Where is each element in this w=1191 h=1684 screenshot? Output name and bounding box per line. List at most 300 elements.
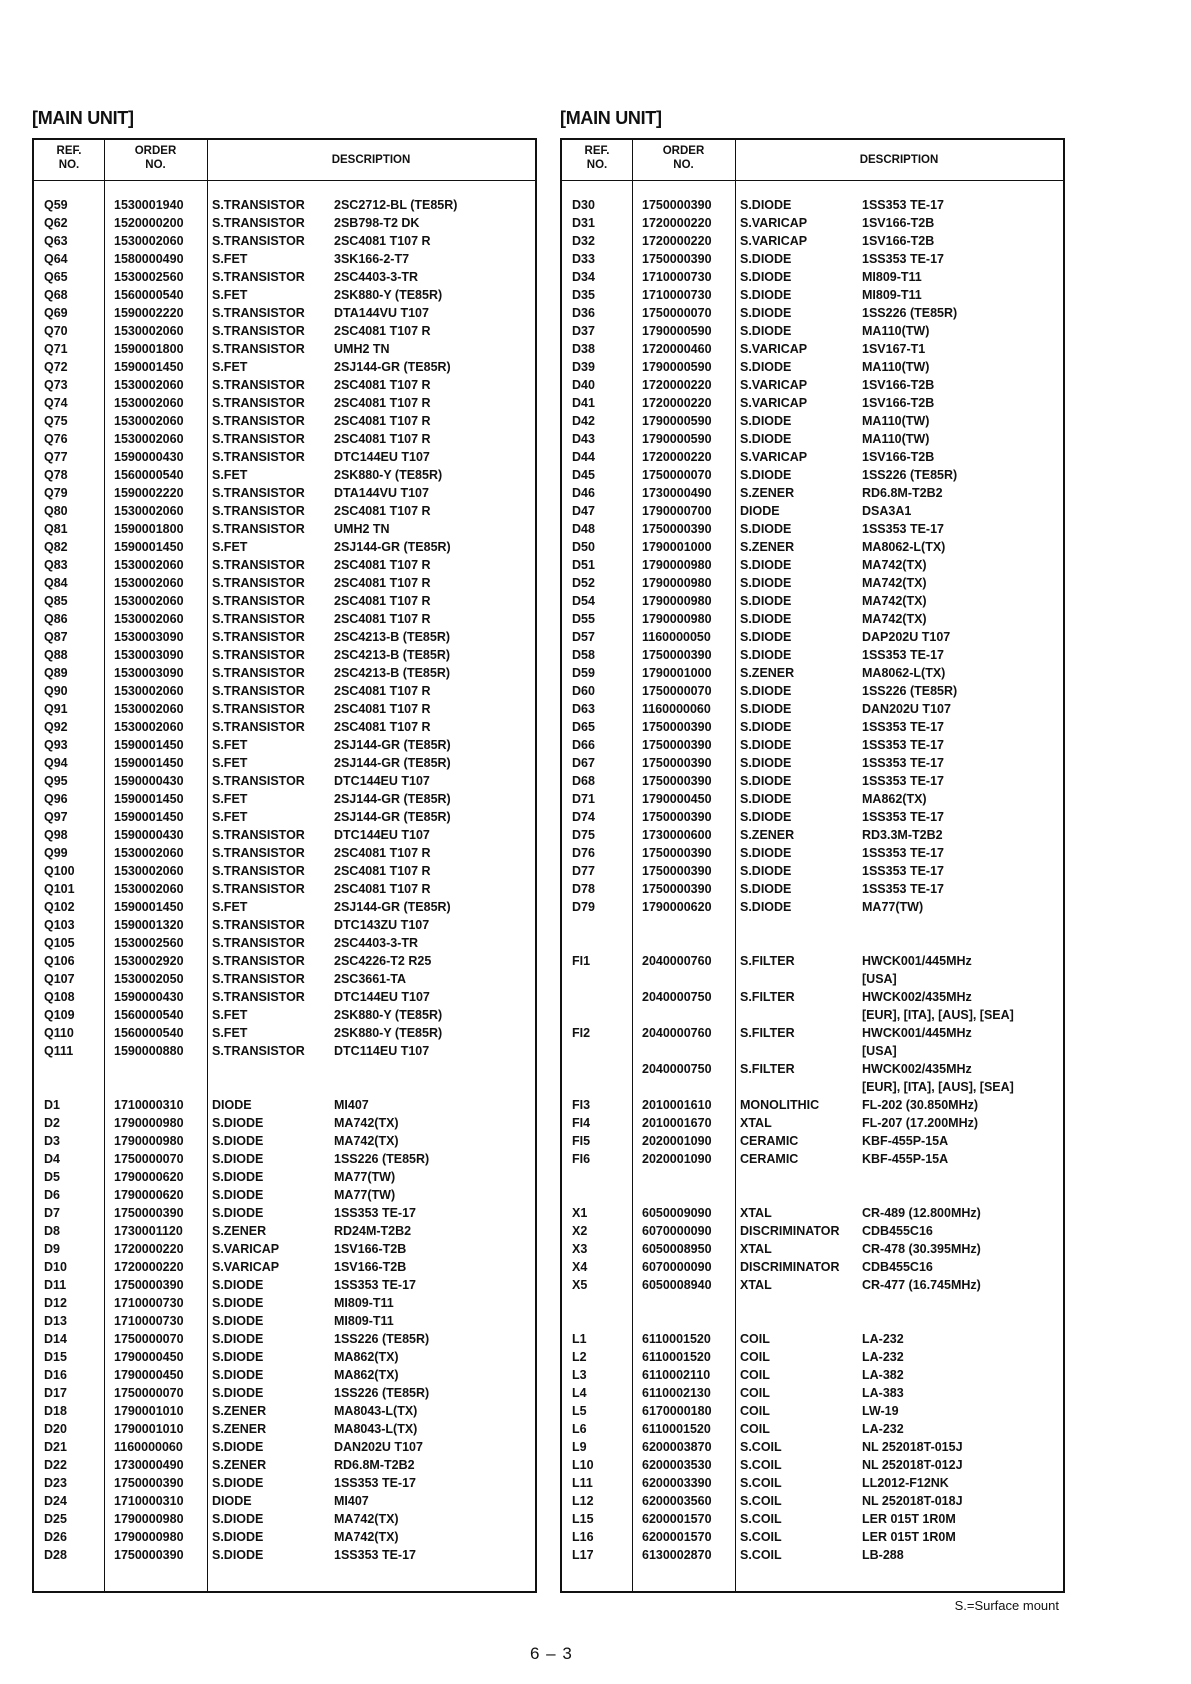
part-name: NL 252018T-015J <box>862 1440 963 1454</box>
part-name: 2SC4081 T107 R <box>334 720 431 734</box>
header-order: ORDER NO. <box>662 145 705 171</box>
table-row <box>34 412 535 430</box>
table-row <box>34 754 535 772</box>
part-type: DISCRIMINATOR <box>740 1260 840 1274</box>
part-type: S.TRANSISTOR <box>212 864 305 878</box>
order-no: 1590001450 <box>114 540 184 554</box>
table-row <box>34 538 535 556</box>
part-name: 1SS353 TE-17 <box>862 864 944 878</box>
part-name: FL-202 (30.850MHz) <box>862 1098 979 1112</box>
part-type: COIL <box>740 1386 770 1400</box>
order-no: 1530002060 <box>114 414 184 428</box>
ref-no: D36 <box>572 306 595 320</box>
table-row <box>34 502 535 520</box>
part-type: S.DIODE <box>740 684 792 698</box>
part-name: 2SC4081 T107 R <box>334 378 431 392</box>
ref-no: D31 <box>572 216 595 230</box>
part-name: [EUR], [ITA], [AUS], [SEA] <box>862 1080 1014 1094</box>
order-no: 1730000490 <box>642 486 712 500</box>
part-name: UMH2 TN <box>334 342 390 356</box>
part-name: 2SJ144-GR (TE85R) <box>334 738 451 752</box>
part-name: 1SS353 TE-17 <box>862 756 944 770</box>
part-type: S.TRANSISTOR <box>212 846 305 860</box>
ref-no: L4 <box>572 1386 587 1400</box>
ref-no: D22 <box>44 1458 67 1472</box>
ref-no: Q89 <box>44 666 68 680</box>
part-type: S.TRANSISTOR <box>212 270 305 284</box>
order-no: 1790000450 <box>114 1350 184 1364</box>
part-type: S.DIODE <box>740 756 792 770</box>
part-name: 2SK880-Y (TE85R) <box>334 1008 443 1022</box>
order-no: 1720000460 <box>642 342 712 356</box>
ref-no: Q72 <box>44 360 68 374</box>
order-no: 1530002060 <box>114 684 184 698</box>
table-row <box>34 808 535 826</box>
table-row <box>34 988 535 1006</box>
table-row <box>34 736 535 754</box>
table-row <box>34 214 535 232</box>
table-row <box>34 1456 535 1474</box>
order-no: 2040000750 <box>642 1062 712 1076</box>
part-type: S.TRANSISTOR <box>212 198 305 212</box>
order-no: 6130002870 <box>642 1548 712 1562</box>
ref-no: Q88 <box>44 648 68 662</box>
part-name: 1SV166-T2B <box>334 1260 407 1274</box>
table-row <box>562 664 1063 682</box>
part-type: S.TRANSISTOR <box>212 666 305 680</box>
part-name: 2SJ144-GR (TE85R) <box>334 792 451 806</box>
ref-no: Q65 <box>44 270 68 284</box>
part-type: S.TRANSISTOR <box>212 648 305 662</box>
ref-no: D37 <box>572 324 595 338</box>
order-no: 1710000310 <box>114 1098 184 1112</box>
order-no: 1530003090 <box>114 666 184 680</box>
header-description: DESCRIPTION <box>859 154 939 166</box>
ref-no: L6 <box>572 1422 587 1436</box>
ref-no: D46 <box>572 486 595 500</box>
part-name: MA110(TW) <box>862 414 930 428</box>
footnote: S.=Surface mount <box>954 1598 1059 1613</box>
part-type: S.COIL <box>740 1476 782 1490</box>
ref-no: X4 <box>572 1260 588 1274</box>
ref-no: D54 <box>572 594 595 608</box>
part-name: FL-207 (17.200MHz) <box>862 1116 979 1130</box>
order-no: 1750000390 <box>642 522 712 536</box>
table-row <box>562 718 1063 736</box>
table-row <box>562 448 1063 466</box>
part-name: DTC144EU T107 <box>334 774 430 788</box>
part-type: S.FET <box>212 792 248 806</box>
ref-no: Q92 <box>44 720 68 734</box>
table-row <box>34 1276 535 1294</box>
order-no: 1530002050 <box>114 972 184 986</box>
ref-no: L10 <box>572 1458 594 1472</box>
ref-no: D9 <box>44 1242 60 1256</box>
order-no: 6200001570 <box>642 1512 712 1526</box>
part-type: S.TRANSISTOR <box>212 936 305 950</box>
part-name: 2SC4081 T107 R <box>334 234 431 248</box>
ref-no: D2 <box>44 1116 60 1130</box>
part-type: S.ZENER <box>212 1458 267 1472</box>
order-no: 1720000220 <box>642 378 712 392</box>
part-name: 1SS353 TE-17 <box>334 1206 416 1220</box>
ref-no: D51 <box>572 558 595 572</box>
ref-no: X5 <box>572 1278 588 1292</box>
order-no: 1530002060 <box>114 558 184 572</box>
part-type: S.DIODE <box>212 1278 264 1292</box>
part-type: S.DIODE <box>740 252 792 266</box>
part-type: S.DIODE <box>740 720 792 734</box>
part-type: DIODE <box>740 504 780 518</box>
part-type: S.TRANSISTOR <box>212 414 305 428</box>
part-type: S.FET <box>212 900 248 914</box>
table-row <box>562 1186 1063 1204</box>
order-no: 1530002920 <box>114 954 184 968</box>
part-type: S.DIODE <box>212 1134 264 1148</box>
table-row <box>34 1312 535 1330</box>
table-row <box>562 1474 1063 1492</box>
ref-no: D41 <box>572 396 595 410</box>
table-row <box>34 826 535 844</box>
table-row <box>562 1528 1063 1546</box>
part-name: MA8062-L(TX) <box>862 666 946 680</box>
part-type: S.DIODE <box>212 1152 264 1166</box>
table-row <box>34 1510 535 1528</box>
table-row <box>562 1114 1063 1132</box>
part-type: S.DIODE <box>212 1206 264 1220</box>
ref-no: Q63 <box>44 234 68 248</box>
order-no: 2040000750 <box>642 990 712 1004</box>
table-row <box>34 196 535 214</box>
part-name: 1SS226 (TE85R) <box>334 1386 430 1400</box>
part-name: 2SB798-T2 DK <box>334 216 420 230</box>
order-no: 1790000620 <box>114 1188 184 1202</box>
heading-right: [MAIN UNIT] <box>560 108 662 128</box>
order-no: 1590000430 <box>114 828 184 842</box>
ref-no: FI3 <box>572 1098 591 1112</box>
table-row <box>34 1492 535 1510</box>
part-name: MA77(TW) <box>334 1188 396 1202</box>
ref-no: D40 <box>572 378 595 392</box>
table-row <box>34 376 535 394</box>
part-type: S.DIODE <box>740 360 792 374</box>
ref-no: Q95 <box>44 774 68 788</box>
order-no: 1530001940 <box>114 198 184 212</box>
part-type: S.DIODE <box>740 882 792 896</box>
order-no: 1730000600 <box>642 828 712 842</box>
part-name: MA742(TX) <box>862 558 927 572</box>
table-row <box>34 1240 535 1258</box>
table-row <box>562 394 1063 412</box>
table-row <box>34 682 535 700</box>
part-name: HWCK001/445MHz <box>862 1026 972 1040</box>
order-no: 6050008940 <box>642 1278 712 1292</box>
order-no: 1530002060 <box>114 882 184 896</box>
ref-no: Q90 <box>44 684 68 698</box>
order-no: 1750000390 <box>114 1548 184 1562</box>
part-name: 2SC4081 T107 R <box>334 702 431 716</box>
part-name: DTC143ZU T107 <box>334 918 430 932</box>
table-row <box>562 736 1063 754</box>
order-no: 2040000760 <box>642 954 712 968</box>
part-type: S.FET <box>212 288 248 302</box>
order-no: 1790000620 <box>114 1170 184 1184</box>
part-type: S.DIODE <box>740 558 792 572</box>
ref-no: Q106 <box>44 954 75 968</box>
heading-left: [MAIN UNIT] <box>32 108 134 128</box>
table-row <box>34 448 535 466</box>
order-no: 6070000090 <box>642 1260 712 1274</box>
order-no: 6110002130 <box>642 1386 711 1400</box>
part-type: S.DIODE <box>740 648 792 662</box>
ref-no: Q110 <box>44 1026 74 1040</box>
table-row <box>34 1330 535 1348</box>
ref-no: D77 <box>572 864 595 878</box>
table-body <box>34 196 535 1564</box>
order-no: 1530002060 <box>114 720 184 734</box>
table-row <box>562 700 1063 718</box>
part-type: S.TRANSISTOR <box>212 432 305 446</box>
ref-no: Q69 <box>44 306 68 320</box>
part-name: MI809-T11 <box>862 270 922 284</box>
ref-no: Q102 <box>44 900 75 914</box>
part-name: 1SS353 TE-17 <box>334 1548 416 1562</box>
table-row <box>562 988 1063 1006</box>
part-name: RD3.3M-T2B2 <box>862 828 943 842</box>
table-row <box>562 214 1063 232</box>
table-row <box>34 340 535 358</box>
ref-no: D47 <box>572 504 595 518</box>
order-no: 1790000700 <box>642 504 712 518</box>
part-type: S.COIL <box>740 1512 782 1526</box>
order-no: 1790000590 <box>642 432 712 446</box>
order-no: 1750000070 <box>114 1332 184 1346</box>
table-row <box>34 880 535 898</box>
part-name: 1SV166-T2B <box>862 234 935 248</box>
table-row <box>562 1078 1063 1096</box>
ref-no: D28 <box>44 1548 67 1562</box>
order-no: 1720000220 <box>114 1242 184 1256</box>
part-name: 2SC4403-3-TR <box>334 270 419 284</box>
part-type: S.FILTER <box>740 990 795 1004</box>
ref-no: Q96 <box>44 792 68 806</box>
table-row <box>34 1042 535 1060</box>
table-row <box>34 718 535 736</box>
part-type: S.FET <box>212 360 248 374</box>
ref-no: FI2 <box>572 1026 591 1040</box>
ref-no: D55 <box>572 612 595 626</box>
table-row <box>562 754 1063 772</box>
ref-no: D60 <box>572 684 595 698</box>
order-no: 1790000980 <box>642 558 712 572</box>
part-name: MA742(TX) <box>334 1134 399 1148</box>
order-no: 1720000220 <box>642 396 712 410</box>
part-name: 1SS353 TE-17 <box>862 252 944 266</box>
part-type: S.DIODE <box>212 1350 264 1364</box>
part-type: S.VARICAP <box>740 342 808 356</box>
order-no: 2040000760 <box>642 1026 712 1040</box>
part-name: 2SC4213-B (TE85R) <box>334 648 451 662</box>
parts-table-right <box>560 138 1065 1593</box>
part-type: XTAL <box>740 1206 772 1220</box>
ref-no: X3 <box>572 1242 588 1256</box>
part-name: DTC114EU T107 <box>334 1044 430 1058</box>
ref-no: Q59 <box>44 198 68 212</box>
table-row <box>562 1384 1063 1402</box>
table-row <box>562 304 1063 322</box>
order-no: 1530002060 <box>114 432 184 446</box>
part-type: S.TRANSISTOR <box>212 396 305 410</box>
table-row <box>562 1294 1063 1312</box>
part-type: S.TRANSISTOR <box>212 234 305 248</box>
table-row <box>562 412 1063 430</box>
part-name: 1SV166-T2B <box>862 396 935 410</box>
order-no: 1730001120 <box>114 1224 183 1238</box>
order-no: 1530003090 <box>114 630 184 644</box>
part-type: S.DIODE <box>212 1368 264 1382</box>
table-row <box>562 826 1063 844</box>
part-type: S.DIODE <box>740 900 792 914</box>
part-name: 1SS226 (TE85R) <box>862 684 958 698</box>
part-name: 2SC2712-BL (TE85R) <box>334 198 458 212</box>
table-row <box>34 700 535 718</box>
order-no: 1790000980 <box>642 612 712 626</box>
part-type: S.TRANSISTOR <box>212 594 305 608</box>
order-no: 1750000070 <box>642 468 712 482</box>
order-no: 1590001320 <box>114 918 184 932</box>
order-no: 1530002060 <box>114 396 184 410</box>
part-type: S.FET <box>212 738 248 752</box>
order-no: 1790000590 <box>642 414 712 428</box>
part-type: S.ZENER <box>740 666 795 680</box>
table-row <box>34 610 535 628</box>
part-type: S.VARICAP <box>740 396 808 410</box>
order-no: 1590001800 <box>114 342 184 356</box>
table-row <box>562 322 1063 340</box>
ref-no: Q84 <box>44 576 68 590</box>
table-row <box>562 862 1063 880</box>
part-type: S.VARICAP <box>740 450 808 464</box>
table-row <box>562 934 1063 952</box>
order-no: 6200003870 <box>642 1440 712 1454</box>
order-no: 1750000390 <box>642 846 712 860</box>
part-name: 1SS353 TE-17 <box>862 882 944 896</box>
ref-no: Q77 <box>44 450 68 464</box>
part-type: S.ZENER <box>740 540 795 554</box>
part-type: S.DIODE <box>740 576 792 590</box>
part-name: 2SC4081 T107 R <box>334 882 431 896</box>
table-row <box>562 358 1063 376</box>
part-type: S.COIL <box>740 1494 782 1508</box>
part-name: 2SC4081 T107 R <box>334 576 431 590</box>
part-type: COIL <box>740 1368 770 1382</box>
table-row <box>562 1546 1063 1564</box>
table-row <box>34 592 535 610</box>
part-type: S.VARICAP <box>740 216 808 230</box>
part-name: DAP202U T107 <box>862 630 951 644</box>
table-row <box>562 1006 1063 1024</box>
ref-no: Q75 <box>44 414 68 428</box>
part-type: S.DIODE <box>212 1296 264 1310</box>
part-type: S.TRANSISTOR <box>212 486 305 500</box>
ref-no: D65 <box>572 720 595 734</box>
table-row <box>562 268 1063 286</box>
ref-no: D45 <box>572 468 595 482</box>
order-no: 1790000450 <box>642 792 712 806</box>
part-name: 2SJ144-GR (TE85R) <box>334 900 451 914</box>
part-type: S.DIODE <box>740 324 792 338</box>
order-no: 1160000050 <box>642 630 711 644</box>
part-type: S.TRANSISTOR <box>212 702 305 716</box>
part-name: MA8062-L(TX) <box>862 540 946 554</box>
table-row <box>34 952 535 970</box>
ref-no: D74 <box>572 810 595 824</box>
order-no: 6200001570 <box>642 1530 712 1544</box>
part-type: DIODE <box>212 1494 252 1508</box>
ref-no: D35 <box>572 288 595 302</box>
part-name: MA742(TX) <box>862 576 927 590</box>
order-no: 1720000220 <box>642 234 712 248</box>
part-name: 2SC4226-T2 R25 <box>334 954 432 968</box>
part-name: LA-232 <box>862 1422 904 1436</box>
order-no: 1790001010 <box>114 1422 184 1436</box>
table-row <box>562 340 1063 358</box>
ref-no: X1 <box>572 1206 588 1220</box>
order-no: 1710000730 <box>642 270 712 284</box>
order-no: 6110001520 <box>642 1332 711 1346</box>
page-number: 6 – 3 <box>530 1644 573 1663</box>
part-name: DAN202U T107 <box>862 702 951 716</box>
part-type: S.TRANSISTOR <box>212 828 305 842</box>
table-row <box>562 880 1063 898</box>
part-name: HWCK002/435MHz <box>862 1062 972 1076</box>
part-type: MONOLITHIC <box>740 1098 820 1112</box>
part-type: S.COIL <box>740 1530 782 1544</box>
part-name: DSA3A1 <box>862 504 912 518</box>
ref-no: D10 <box>44 1260 67 1274</box>
part-type: S.DIODE <box>740 702 792 716</box>
order-no: 1590001450 <box>114 756 184 770</box>
order-no: 1710000730 <box>642 288 712 302</box>
parts-table-left <box>32 138 537 1593</box>
part-name: 1SS353 TE-17 <box>862 738 944 752</box>
part-type: S.DIODE <box>212 1476 264 1490</box>
order-no: 1530002060 <box>114 846 184 860</box>
order-no: 1590002220 <box>114 306 184 320</box>
table-row <box>562 844 1063 862</box>
order-no: 1750000070 <box>642 684 712 698</box>
ref-no: L3 <box>572 1368 587 1382</box>
order-no: 1560000540 <box>114 468 184 482</box>
part-name: CR-478 (30.395MHz) <box>862 1242 981 1256</box>
table-row <box>34 1132 535 1150</box>
order-no: 1750000390 <box>114 1206 184 1220</box>
part-name: 1SV167-T1 <box>862 342 926 356</box>
ref-no: FI4 <box>572 1116 591 1130</box>
part-type: S.DIODE <box>740 270 792 284</box>
order-no: 1590001450 <box>114 792 184 806</box>
part-type: S.FET <box>212 540 248 554</box>
part-name: 2SK880-Y (TE85R) <box>334 288 443 302</box>
part-type: S.TRANSISTOR <box>212 612 305 626</box>
part-type: S.TRANSISTOR <box>212 684 305 698</box>
ref-no: Q82 <box>44 540 68 554</box>
ref-no: D76 <box>572 846 595 860</box>
ref-no: D18 <box>44 1404 67 1418</box>
ref-no: D50 <box>572 540 595 554</box>
part-name: HWCK001/445MHz <box>862 954 972 968</box>
order-no: 1590001800 <box>114 522 184 536</box>
